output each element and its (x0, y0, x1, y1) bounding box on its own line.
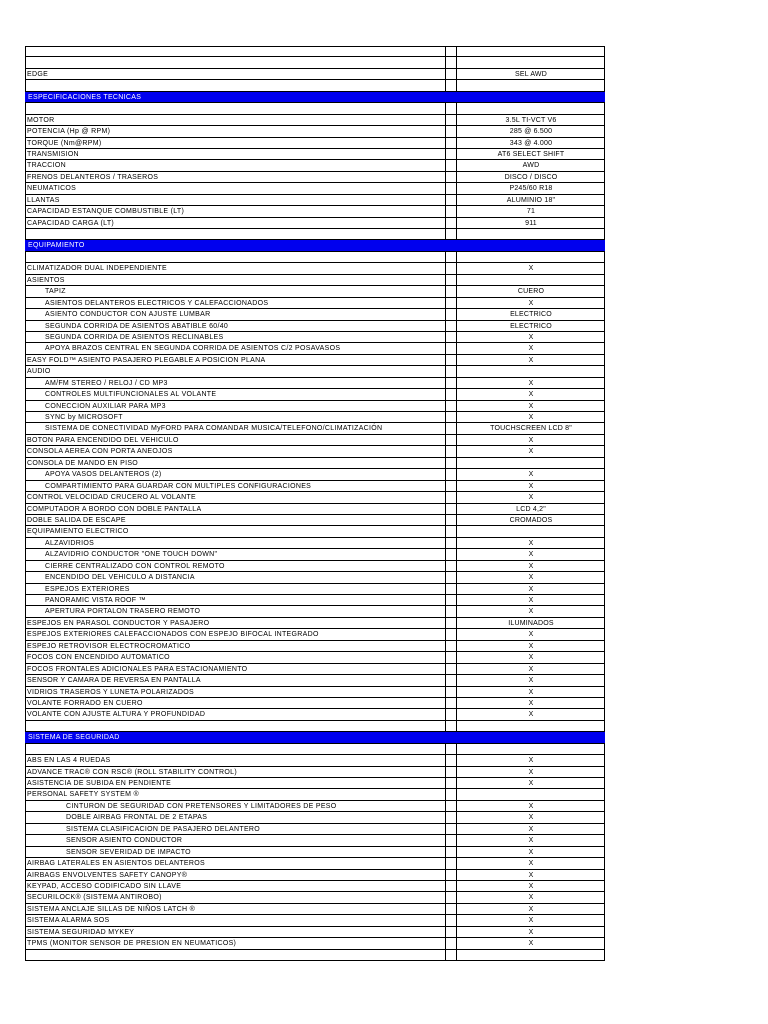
spec-label (25, 744, 445, 754)
spec-label: ESPEJOS EN PARASOL CONDUCTOR Y PASAJERO (27, 619, 210, 627)
spec-value: X (528, 688, 534, 696)
spec-row (25, 641, 605, 652)
spec-value: X (528, 574, 534, 582)
blank-row (25, 950, 605, 961)
spec-row (25, 572, 605, 583)
spec-value: CROMADOS (509, 516, 553, 524)
spec-value: X (528, 562, 534, 570)
spec-row (25, 309, 605, 320)
spec-label: AM/FM STEREO / RELOJ / CD MP3 (45, 379, 168, 387)
spec-row (25, 687, 605, 698)
spec-label: APOYA VASOS DELANTEROS (2) (45, 471, 162, 479)
spec-label: KEYPAD, ACCESO CODIFICADO SIN LLAVE (27, 882, 182, 890)
spec-value: X (528, 677, 534, 685)
spec-label: SISTEMA CLASIFICACION DE PASAJERO DELANTERO (66, 825, 261, 833)
spec-label: PERSONAL SAFETY SYSTEM ® (27, 791, 139, 799)
spec-value: X (528, 642, 534, 650)
spec-value (457, 721, 605, 731)
spec-label: CONSOLA DE MANDO EN PISO (27, 459, 139, 467)
spec-label: SENSOR SEVERIDAD DE IMPACTO (66, 848, 191, 856)
blank-row (25, 744, 605, 755)
spec-value: X (528, 928, 534, 936)
spec-value (457, 103, 605, 113)
spec-row (25, 561, 605, 572)
spec-row (25, 858, 605, 869)
spec-value (457, 92, 605, 102)
spec-label: ADVANCE TRAC® CON RSC® (ROLL STABILITY CONTROL) (27, 768, 237, 776)
spec-row (25, 801, 605, 812)
section-title: EQUIPAMIENTO (28, 242, 85, 250)
spec-row (25, 389, 605, 400)
spec-label: POTENCIA (Hp @ RPM) (27, 128, 111, 136)
spec-row (25, 504, 605, 515)
spec-label: ALZAVIDRIOS (45, 539, 95, 547)
spec-label: FOCOS CON ENCENDIDO AUTOMATICO (27, 654, 170, 662)
spec-value: X (528, 265, 534, 273)
spec-row (25, 606, 605, 617)
spec-row (25, 881, 605, 892)
spec-value: AT6 SELECT SHIFT (497, 150, 565, 158)
spec-value: X (528, 757, 534, 765)
spec-label: CINTURON DE SEGURIDAD CON PRETENSORES Y LIMITADORES DE PESO (66, 802, 337, 810)
spec-label: ABS EN LAS 4 RUEDAS (27, 757, 111, 765)
spec-value: LCD 4,2" (516, 505, 546, 513)
spec-label (25, 252, 445, 262)
spec-row (25, 664, 605, 675)
spec-row (25, 812, 605, 823)
spec-label: SENSOR Y CAMARA DE REVERSA EN PANTALLA (27, 677, 201, 685)
spec-value: CUERO (517, 288, 545, 296)
spec-label: ESPEJOS EXTERIORES (45, 585, 130, 593)
spec-label: ASISTENCIA DE SUBIDA EN PENDIENTE (27, 780, 172, 787)
spec-value: ILUMINADOS (508, 619, 554, 627)
spec-value: X (528, 905, 534, 913)
spec-value: X (528, 448, 534, 456)
spec-row (25, 904, 605, 915)
spec-value: X (528, 837, 534, 845)
spec-value: X (528, 860, 534, 868)
spec-label: APERTURA PORTALON TRASERO REMOTO (45, 608, 201, 616)
spec-label: SECURILOCK® (SISTEMA ANTIROBO) (27, 894, 162, 902)
spec-label: ESPEJO RETROVISOR ELECTROCROMATICO (27, 642, 191, 650)
spec-value: X (528, 711, 534, 719)
spec-value: X (528, 482, 534, 490)
section-title: ESPECIFICACIONES TECNICAS (28, 93, 142, 101)
spec-value: X (528, 345, 534, 353)
spec-row (25, 469, 605, 480)
blank-row (25, 229, 605, 240)
spec-label (25, 103, 445, 113)
spec-row (25, 115, 605, 126)
spec-value: 285 @ 6.500 (509, 128, 553, 136)
spec-value: X (528, 917, 534, 925)
spec-label: CONECCION AUXILIAR PARA MP3 (45, 402, 166, 410)
spec-label: EDGE (27, 70, 49, 78)
spec-label: SISTEMA ANCLAJE SILLAS DE NIÑOS LATCH ® (27, 905, 196, 913)
spec-row (25, 172, 605, 183)
spec-value: X (528, 882, 534, 890)
spec-value: P245/60 R18 (509, 185, 553, 193)
spec-row (25, 423, 605, 434)
spec-value: X (528, 768, 534, 776)
spec-value (457, 744, 605, 754)
blank-row (25, 46, 605, 57)
spec-row (25, 892, 605, 903)
spec-label: TORQUE (Nm@RPM) (27, 139, 102, 147)
spec-row (25, 927, 605, 938)
spec-value: X (528, 356, 534, 364)
spec-row (25, 378, 605, 389)
spec-row (25, 938, 605, 949)
spec-label (25, 80, 445, 90)
spec-row (25, 355, 605, 366)
spec-row (25, 915, 605, 926)
spec-sheet (25, 46, 605, 961)
spec-value: 71 (526, 208, 536, 216)
spec-label (25, 47, 445, 56)
spec-label: ALZAVIDRIO CONDUCTOR "ONE TOUCH DOWN" (45, 551, 218, 559)
spec-value: X (528, 471, 534, 479)
spec-value: X (528, 539, 534, 547)
spec-row (25, 435, 605, 446)
spec-value: X (528, 654, 534, 662)
spec-row (25, 321, 605, 332)
spec-value: X (528, 871, 534, 879)
spec-row (25, 218, 605, 229)
spec-row (25, 538, 605, 549)
spec-label: PANORAMIC VISTA ROOF ™ (45, 597, 146, 604)
spec-row (25, 515, 605, 526)
spec-label: SEGUNDA CORRIDA DE ASIENTOS ABATIBLE 60/40 (45, 322, 229, 330)
spec-row (25, 149, 605, 160)
spec-label: ASIENTOS DELANTEROS ELECTRICOS Y CALEFACCIONADOS (45, 299, 269, 307)
spec-value (457, 57, 605, 67)
spec-row (25, 835, 605, 846)
spec-value: X (528, 631, 534, 639)
spec-value: X (528, 848, 534, 856)
spec-label: CAPACIDAD CARGA (LT) (27, 219, 115, 227)
spec-value: X (528, 608, 534, 616)
spec-value: ELECTRICO (510, 322, 552, 330)
spec-row (25, 709, 605, 720)
spec-row (25, 698, 605, 709)
spec-label: AIRBAGS ENVOLVENTES SAFETY CANOPY® (27, 871, 188, 879)
spec-value: 343 @ 4.000 (509, 139, 553, 147)
section-header-row (25, 732, 605, 743)
spec-label: CONSOLA AEREA CON PORTA ANEOJOS (27, 448, 173, 456)
spec-label: SISTEMA DE CONECTIVIDAD MyFORD PARA COMANDAR MUSICA/TELEFONO/CLIMATIZACIÓN (45, 425, 383, 433)
spec-value: X (528, 597, 534, 604)
spec-value: X (528, 494, 534, 502)
spec-value: X (528, 665, 534, 673)
spec-label: TPMS (MONITOR SENSOR DE PRESION EN NEUMATICOS) (27, 940, 237, 948)
spec-label: FRENOS DELANTEROS / TRASEROS (27, 173, 159, 181)
spec-label: AIRBAG LATERALES EN ASIENTOS DELANTEROS (27, 860, 205, 868)
spec-label: CLIMATIZADOR DUAL INDEPENDIENTE (27, 265, 167, 273)
spec-value: ELECTRICO (510, 311, 552, 319)
spec-label: NEUMATICOS (27, 185, 77, 193)
spec-value (457, 229, 605, 239)
spec-value: ALUMINIO 18" (506, 196, 556, 204)
spec-value: X (528, 699, 534, 707)
spec-row (25, 412, 605, 423)
spec-label: VIDRIOS TRASEROS Y LUNETA POLARIZADOS (27, 688, 194, 696)
spec-value (457, 240, 605, 250)
spec-label: SISTEMA SEGURIDAD MYKEY (27, 928, 135, 936)
spec-row (25, 675, 605, 686)
spec-label: CONTROL VELOCIDAD CRUCERO AL VOLANTE (27, 494, 196, 502)
spec-row (25, 481, 605, 492)
spec-label: BOTON PARA ENCENDIDO DEL VEHICULO (27, 436, 179, 444)
spec-row (25, 206, 605, 217)
spec-value (457, 950, 605, 960)
spec-value: X (528, 780, 534, 787)
spec-rows (25, 46, 605, 961)
spec-value: X (528, 379, 534, 387)
spec-value: X (528, 585, 534, 593)
spec-label (25, 721, 445, 731)
spec-label (25, 57, 445, 67)
spec-row (25, 652, 605, 663)
spec-label: TRACCION (27, 162, 66, 170)
spec-row (25, 549, 605, 560)
spec-label: ASIENTOS (27, 276, 65, 284)
spec-value: AWD (522, 162, 540, 170)
section-title: SISTEMA DE SEGURIDAD (28, 734, 120, 742)
blank-row (25, 80, 605, 91)
spec-value: X (528, 940, 534, 948)
spec-row (25, 183, 605, 194)
spec-row (25, 584, 605, 595)
blank-row (25, 721, 605, 732)
spec-row (25, 789, 605, 800)
spec-row (25, 618, 605, 629)
section-header-row (25, 92, 605, 103)
spec-label: DOBLE AIRBAG FRONTAL DE 2 ETAPAS (66, 814, 208, 822)
spec-value: SEL AWD (514, 70, 547, 78)
spec-row (25, 138, 605, 149)
spec-value: X (528, 436, 534, 444)
spec-value (457, 80, 605, 90)
spec-value (457, 366, 605, 376)
spec-value: X (528, 414, 534, 421)
spec-row (25, 767, 605, 778)
spec-value: X (528, 825, 534, 833)
spec-label: VOLANTE CON AJUSTE ALTURA Y PROFUNDIDAD (27, 711, 206, 719)
spec-value: 3.5L TI-VCT V6 (505, 116, 557, 124)
spec-label: ASIENTO CONDUCTOR CON AJUSTE LUMBAR (45, 311, 211, 319)
spec-value: X (528, 894, 534, 902)
spec-value: X (528, 402, 534, 410)
spec-label (25, 229, 445, 239)
spec-row (25, 446, 605, 457)
spec-label: AUDIO (27, 368, 51, 376)
spec-label: COMPARTIMIENTO PARA GUARDAR CON MULTIPLES CONFIGURACIONES (45, 482, 312, 490)
spec-label: SENSOR ASIENTO CONDUCTOR (66, 837, 183, 845)
spec-label: SYNC by MICROSOFT (45, 414, 123, 421)
spec-label: ESPEJOS EXTERIORES CALEFACCIONADOS CON ESPEJO BIFOCAL INTEGRADO (27, 631, 319, 639)
spec-value: 911 (525, 219, 537, 227)
spec-value: X (528, 391, 534, 399)
spec-row (25, 847, 605, 858)
spec-row (25, 343, 605, 354)
spec-row (25, 458, 605, 469)
spec-row (25, 332, 605, 343)
spec-label: LLANTAS (27, 196, 60, 204)
spec-value: X (528, 814, 534, 822)
spec-label: SEGUNDA CORRIDA DE ASIENTOS RECLINABLES (45, 333, 224, 341)
spec-row (25, 595, 605, 606)
spec-label: CIERRE CENTRALIZADO CON CONTROL REMOTO (45, 562, 225, 570)
section-header-row (25, 240, 605, 251)
spec-label (25, 950, 445, 960)
spec-row (25, 492, 605, 503)
spec-label: SISTEMA ALARMA SOS (27, 917, 110, 925)
spec-label: EASY FOLD™ ASIENTO PASAJERO PLEGABLE A POSICION PLANA (27, 356, 266, 364)
spec-value (457, 732, 605, 742)
spec-row (25, 298, 605, 309)
spec-row (25, 755, 605, 766)
spec-label: CAPACIDAD ESTANQUE COMBUSTIBLE (LT) (27, 208, 185, 216)
spec-value: DISCO / DISCO (504, 173, 558, 181)
spec-label: EQUIPAMIENTO ELECTRICO (27, 528, 129, 536)
spec-value: X (528, 333, 534, 341)
spec-row (25, 275, 605, 286)
spec-label: FOCOS FRONTALES ADICIONALES PARA ESTACIONAMIENTO (27, 665, 248, 673)
spec-label: COMPUTADOR A BORDO CON DOBLE PANTALLA (27, 505, 202, 513)
spec-value: TOUCHSCREEN LCD 8" (490, 425, 572, 433)
spec-row (25, 401, 605, 412)
blank-row (25, 103, 605, 114)
spec-row (25, 629, 605, 640)
spec-label: TRANSMISION (27, 150, 79, 158)
spec-value: X (528, 299, 534, 307)
spec-value (457, 526, 605, 536)
spec-value (457, 47, 605, 56)
model-row (25, 69, 605, 80)
blank-row (25, 57, 605, 68)
spec-row (25, 778, 605, 789)
spec-row (25, 366, 605, 377)
spec-row (25, 160, 605, 171)
spec-label: APOYA BRAZOS CENTRAL EN SEGUNDA CORRIDA DE ASIENTOS C/2 POSAVASOS (45, 345, 341, 353)
spec-label: TAPIZ (45, 288, 66, 296)
spec-label: VOLANTE FORRADO EN CUERO (27, 699, 143, 707)
spec-row (25, 824, 605, 835)
spec-value: X (528, 802, 534, 810)
spec-value (457, 458, 605, 468)
spec-row (25, 126, 605, 137)
spec-row (25, 870, 605, 881)
spec-row (25, 195, 605, 206)
spec-value: X (528, 551, 534, 559)
spec-label: CONTROLES MULTIFUNCIONALES AL VOLANTE (45, 391, 217, 399)
spec-label: ENCENDIDO DEL VEHICULO A DISTANCIA (45, 574, 195, 582)
spec-row (25, 263, 605, 274)
spec-row (25, 286, 605, 297)
spec-value (457, 275, 605, 285)
spec-row (25, 526, 605, 537)
blank-row (25, 252, 605, 263)
spec-value (457, 789, 605, 799)
spec-label: DOBLE SALIDA DE ESCAPE (27, 516, 126, 524)
spec-label: MOTOR (27, 116, 55, 124)
spec-value (457, 252, 605, 262)
